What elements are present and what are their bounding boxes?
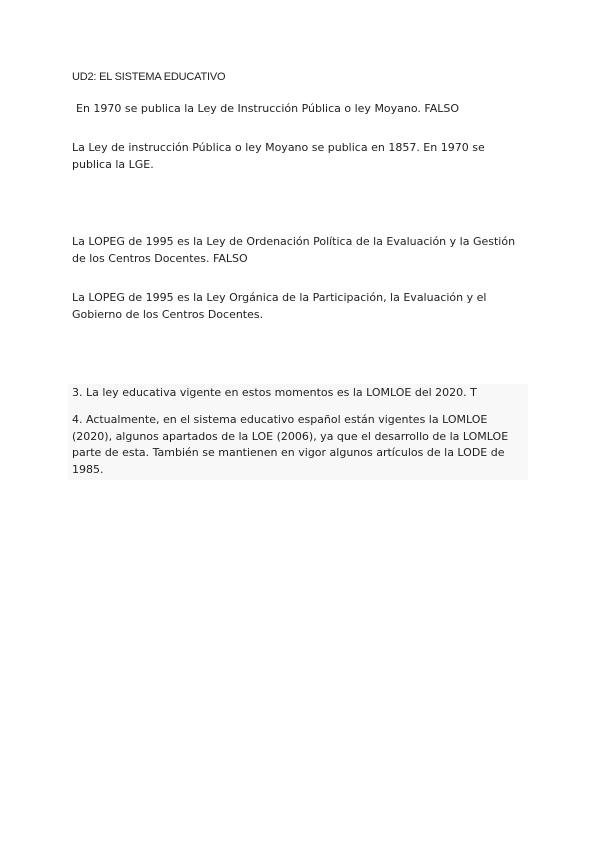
- statement-4-sistema-vigente: 4. Actualmente, en el sistema educativo español están vigentes la LOMLOE (2020), algunos apartados de la LOE (2006), ya que el desarrollo de la LOMLOE parte de esta. También se mantienen en vigor algunos artículos de la LODE de 1985.: [72, 413, 509, 476]
- statement-3-lomloe: 3. La ley educativa vigente en estos momentos es la LOMLOE del 2020. T: [72, 386, 477, 399]
- statement-1970-ley-moyano: En 1970 se publica la Ley de Instrucción Pública o ley Moyano. FALSO: [76, 102, 460, 115]
- document-heading: UD2: EL SISTEMA EDUCATIVO: [72, 71, 226, 83]
- correction-ley-moyano: La Ley de instrucción Pública o ley Moyano se publica en 1857. En 1970 se publica la LGE.: [72, 141, 485, 171]
- statement-lopeg-1995: La LOPEG de 1995 es la Ley de Ordenación Política de la Evaluación y la Gestión de los Centros Docentes. FALSO: [72, 235, 516, 265]
- correction-lopeg-1995: La LOPEG de 1995 es la Ley Orgánica de la Participación, la Evaluación y el Gobierno de los Centros Docentes.: [72, 291, 487, 321]
